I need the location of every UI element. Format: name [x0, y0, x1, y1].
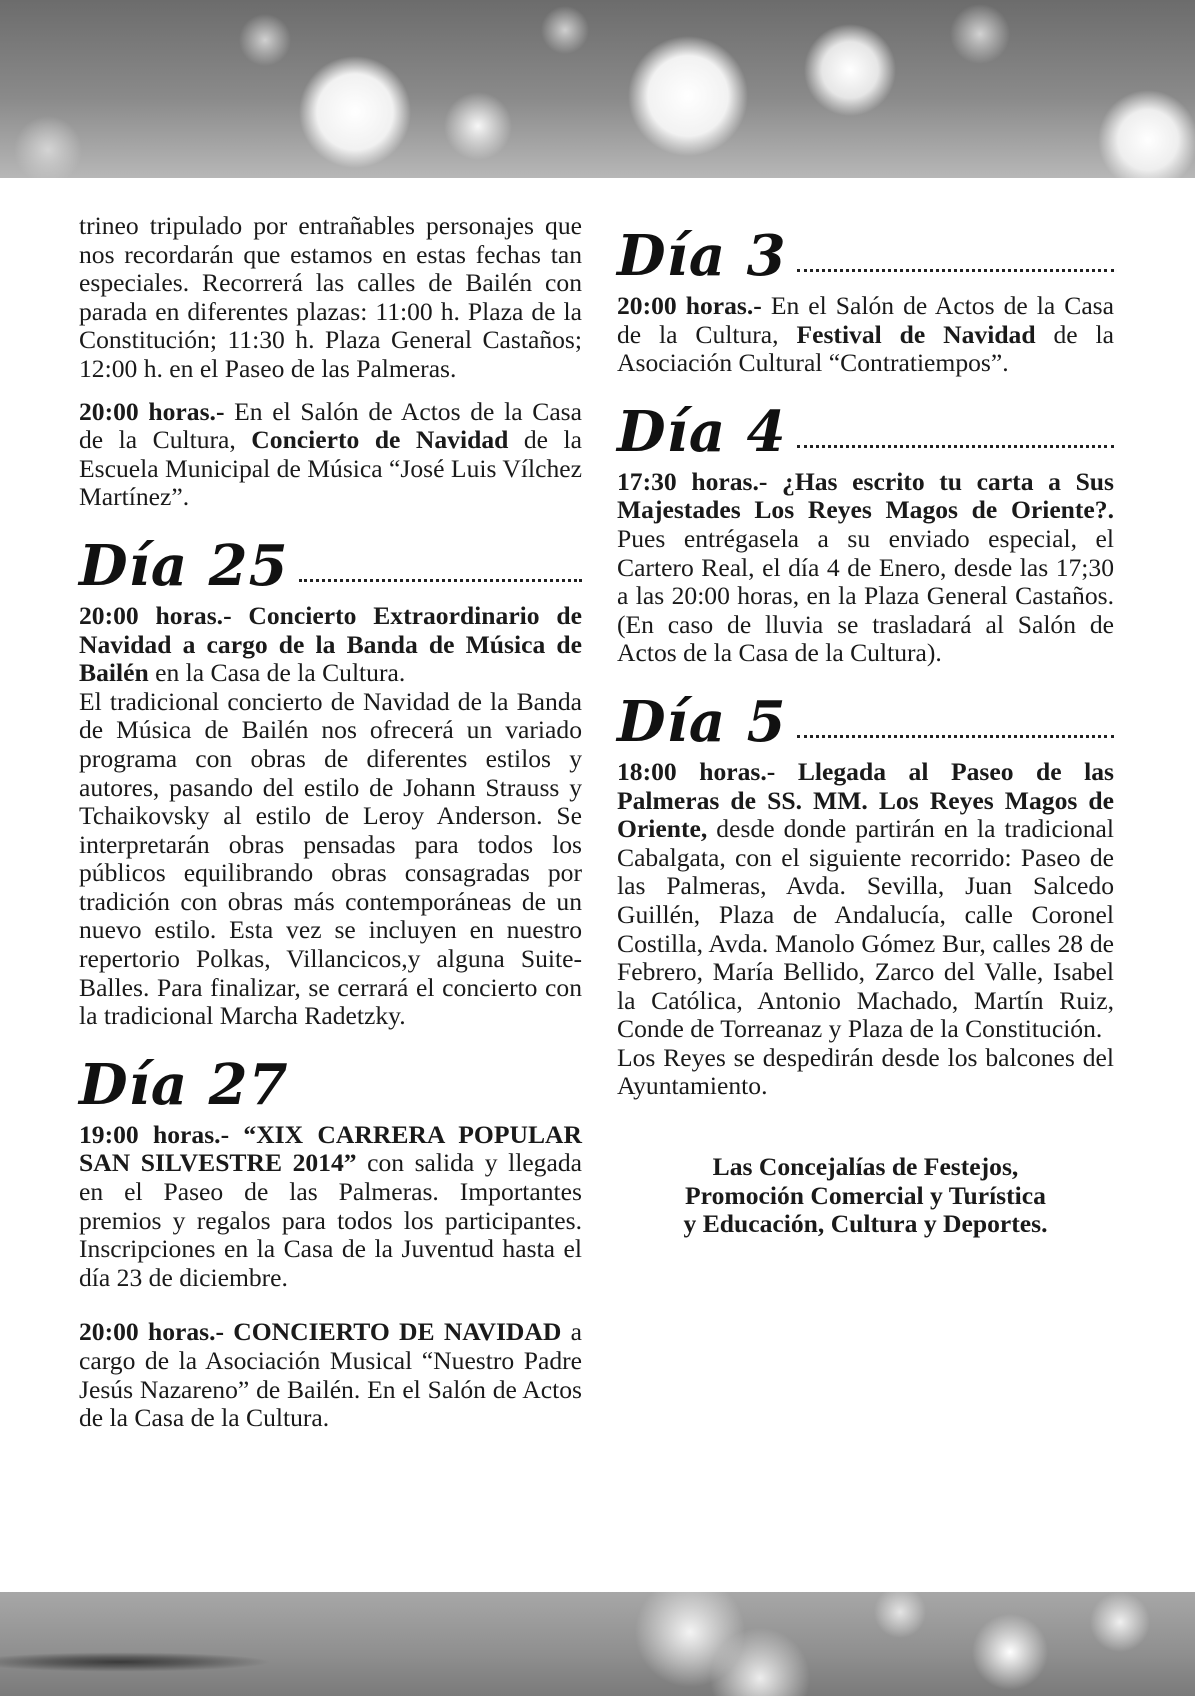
event-concierto-extraordinario: 20:00 horas.- Concierto Extraordinario de Navidad a cargo de la Banda de Música de Bailén en la Casa de la Cultura. [79, 600, 582, 688]
event-festival: 20:00 horas.- En el Salón de Actos de la Casa de la Cultura, Festival de Navidad de la Asociación Cultural “Contratiempos”. [617, 291, 1115, 378]
dotted-leader [299, 579, 582, 582]
event-time: 18:00 horas.- [617, 756, 776, 786]
dotted-leader [797, 735, 1114, 738]
heading-dia-4: Día 4 [617, 402, 1114, 462]
event-time: 20:00 horas.- [79, 396, 225, 426]
top-decorative-banner [0, 0, 1195, 178]
concert-description: El tradicional concierto de Navidad de la Banda de Música de Bailén nos ofrecerá un variado programa con obras de diferentes estilos y autores, pasando del estilo de Johann Strauss y Tchaikovsky al estilo de Leroy Anderson. Se interpretarán obras pensadas para todos los públicos equilibrando obras consagradas por tradición con obras más contemporáneas de un nuevo estilo. Esta vez se incluyen en nuestro repertorio Polkas, Villancicos,y alguna Suite-Balles. Para finalizar, se cerrará el concierto con la tradicional Marcha Radetzky. [79, 686, 582, 1031]
right-column [617, 223, 1115, 1239]
event-cabalgata: 18:00 horas.- Llegada al Paseo de las Palmeras de SS. MM. Los Reyes Magos de Oriente, desde donde partirán en la tradicional Cabalgata, con el siguiente recorrido: Paseo de las Palmeras, Avda. Sevilla, Juan Salcedo Guillén, Plaza de Andalucía, calle Coronel Costilla, Avda. Manolo Gómez Bur, calles 28 de Febrero, María Bellido, Zarco del Valle, Isabel la Católica, Antonio Machado, Martín Ruiz, Conde de Torreanaz y Plaza de la Constitución. [617, 756, 1114, 1044]
left-column [79, 212, 582, 1447]
reyes-despedida: Los Reyes se despedirán desde los balcones del Ayuntamiento. [617, 1042, 1114, 1101]
heading-dia-5: Día 5 [617, 692, 1114, 752]
dotted-leader [797, 445, 1114, 448]
event-time: 19:00 horas.- [79, 1119, 230, 1149]
event-time: 17:30 horas.- [617, 466, 768, 496]
event-time: 20:00 horas.- [79, 600, 232, 630]
bottom-decorative-banner [0, 1592, 1195, 1696]
heading-dia-27: Día 27 [79, 1051, 289, 1118]
continuation-paragraph: trineo tripulado por entrañables personajes que nos recordarán que estamos en estas fechas tan especiales. Recorrerá las calles de Bailén con parada en diferentes plazas: 11:00 h. Plaza de la Constitución; 11:30 h. Plaza General Castaños; 12:00 h. en el Paseo de las Palmeras. [79, 211, 582, 383]
event-title: Concierto Extraordinario de Navidad a cargo de la Banda de Música de Bailén [79, 600, 582, 688]
signature-line: Promoción Comercial y Turística [685, 1180, 1046, 1210]
heading-dia-3: Día 3 [617, 226, 1114, 286]
event-title: Concierto de Navidad [251, 425, 509, 455]
dotted-leader [797, 269, 1114, 272]
event-title: Festival de Navidad [796, 319, 1036, 349]
signature-line: y Educación, Cultura y Deportes. [683, 1209, 1048, 1239]
event-cartero-real: 17:30 horas.- ¿Has escrito tu carta a Sus Majestades Los Reyes Magos de Oriente?. Pues entrégasela a su enviado especial, el Cartero Real, el día 4 de Enero, desde las 17;30 a las 20:00 horas, en la Plaza General Castaños. (En caso de lluvia se trasladará al Salón de Actos de la Casa de la Cultura). [617, 466, 1114, 668]
event-concierto-navidad: 20:00 horas.- CONCIERTO DE NAVIDAD a cargo de la Asociación Musical “Nuestro Padre Jesús Nazareno” de Bailén. En el Salón de Actos de la Casa de la Cultura. [79, 1317, 582, 1433]
event-time: 20:00 horas.- [617, 291, 762, 320]
event-title: CONCIERTO DE NAVIDAD [224, 1317, 562, 1347]
signature-block [617, 1153, 1114, 1239]
event-carrera: 19:00 horas.- “XIX CARRERA POPULAR SAN SILVESTRE 2014” con salida y llegada en el Paseo de las Palmeras. Importantes premios y regalos para todos los participantes. Inscripciones en la Casa de la Juventud hasta el día 23 de diciembre. [79, 1119, 582, 1292]
heading-dia-25: Día 25 [79, 536, 582, 596]
event-time: 20:00 horas.- [79, 1317, 225, 1347]
event-title: “XIX CARRERA POPULAR SAN SILVESTRE 2014” [79, 1119, 582, 1178]
event-concierto-escuela: 20:00 horas.- En el Salón de Actos de la Casa de la Cultura, Concierto de Navidad de la Escuela Municipal de Música “José Luis Vílchez Martínez”. [79, 396, 582, 512]
event-title: ¿Has escrito tu carta a Sus Majestades Los Reyes Magos de Oriente?. [617, 466, 1114, 525]
event-title: Llegada al Paseo de las Palmeras de SS. MM. Los Reyes Magos de Oriente, [617, 756, 1114, 844]
signature-line: Las Concejalías de Festejos, [712, 1152, 1019, 1182]
